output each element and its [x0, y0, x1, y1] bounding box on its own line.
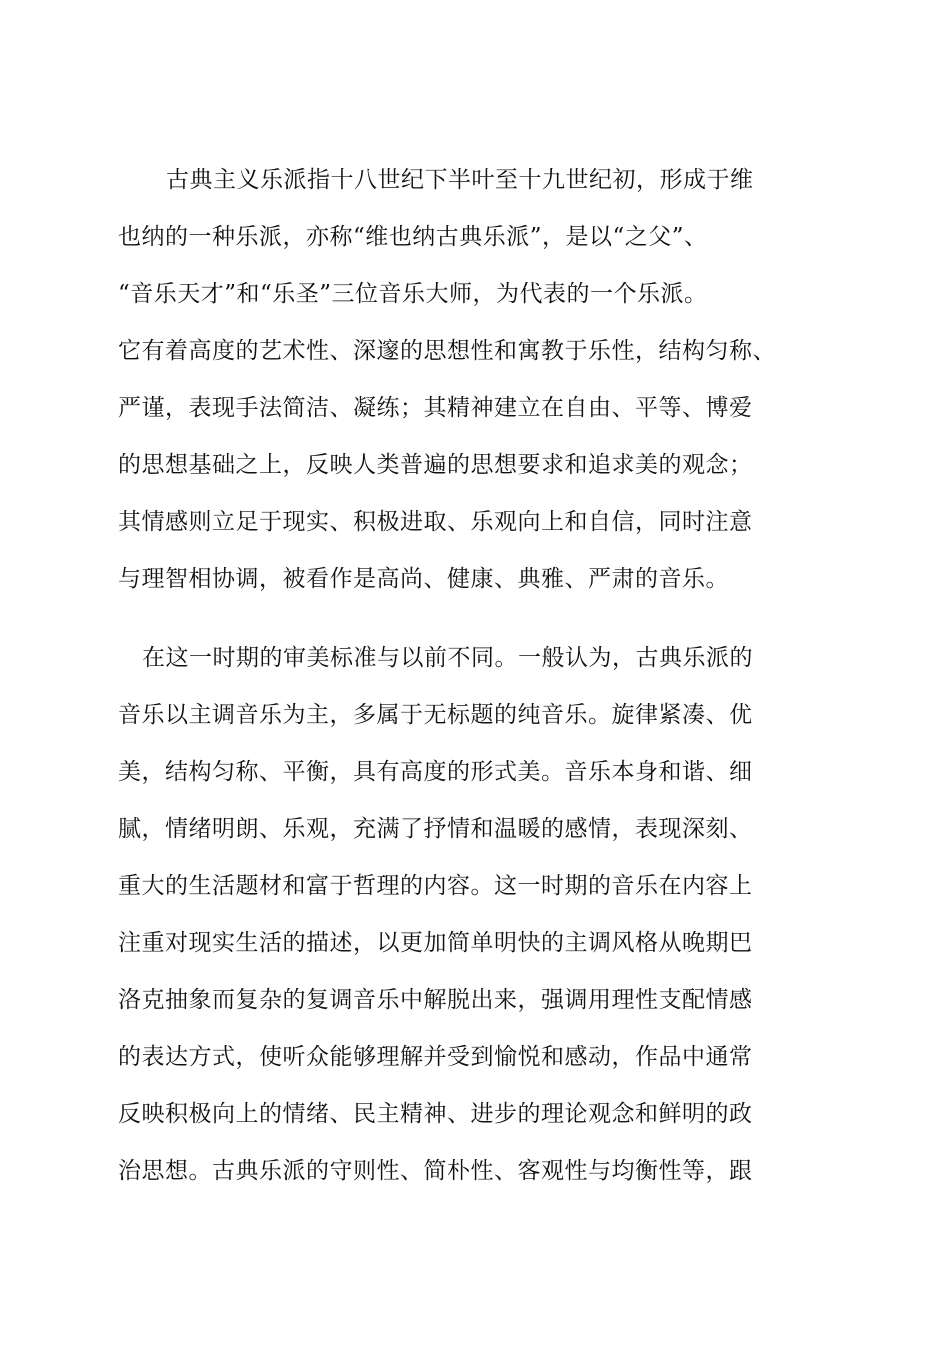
paragraph-1-line-3: “音乐天才”和“乐圣”三位音乐大师，为代表的一个乐派。 — [118, 281, 708, 307]
paragraph-2-line-1: 在这一时期的审美标准与以前不同。一般认为，古典乐派的 — [142, 645, 753, 671]
paragraph-1-line-7: 其情感则立足于现实、积极进取、乐观向上和自信，同时注意 — [118, 509, 753, 535]
paragraph-1-line-4: 它有着高度的艺术性、深邃的思想性和寓教于乐性，结构匀称、 — [118, 338, 776, 364]
paragraph-1-line-8: 与理智相协调，被看作是高尚、健康、典雅、严肃的音乐。 — [118, 566, 729, 592]
paragraph-2-line-7: 洛克抽象而复杂的复调音乐中解脱出来，强调用理性支配情感 — [118, 987, 753, 1013]
paragraph-2-line-8: 的表达方式，使听众能够理解并受到愉悦和感动，作品中通常 — [118, 1044, 753, 1070]
paragraph-2-line-10: 治思想。古典乐派的守则性、简朴性、客观性与均衡性等，跟 — [118, 1158, 753, 1184]
paragraph-1-line-6: 的思想基础之上，反映人类普遍的思想要求和追求美的观念； — [118, 452, 753, 478]
paragraph-2-line-4: 腻，情绪明朗、乐观，充满了抒情和温暖的感情，表现深刻、 — [118, 816, 753, 842]
paragraph-2-line-9: 反映积极向上的情绪、民主精神、进步的理论观念和鲜明的政 — [118, 1101, 753, 1127]
paragraph-1-line-5: 严谨，表现手法简洁、凝练；其精神建立在自由、平等、博爱 — [118, 395, 753, 421]
paragraph-1-line-2: 也纳的一种乐派，亦称“维也纳古典乐派”，是以“之父”、 — [118, 224, 708, 250]
paragraph-2-line-2: 音乐以主调音乐为主，多属于无标题的纯音乐。旋律紧凑、优 — [118, 702, 753, 728]
paragraph-2-line-6: 注重对现实生活的描述，以更加简单明快的主调风格从晚期巴 — [118, 930, 753, 956]
paragraph-2-line-3: 美，结构匀称、平衡，具有高度的形式美。音乐本身和谐、细 — [118, 759, 753, 785]
paragraph-1-line-1: 古典主义乐派指十八世纪下半叶至十九世纪初，形成于维 — [166, 167, 754, 193]
paragraph-2-line-5: 重大的生活题材和富于哲理的内容。这一时期的音乐在内容上 — [118, 873, 753, 899]
